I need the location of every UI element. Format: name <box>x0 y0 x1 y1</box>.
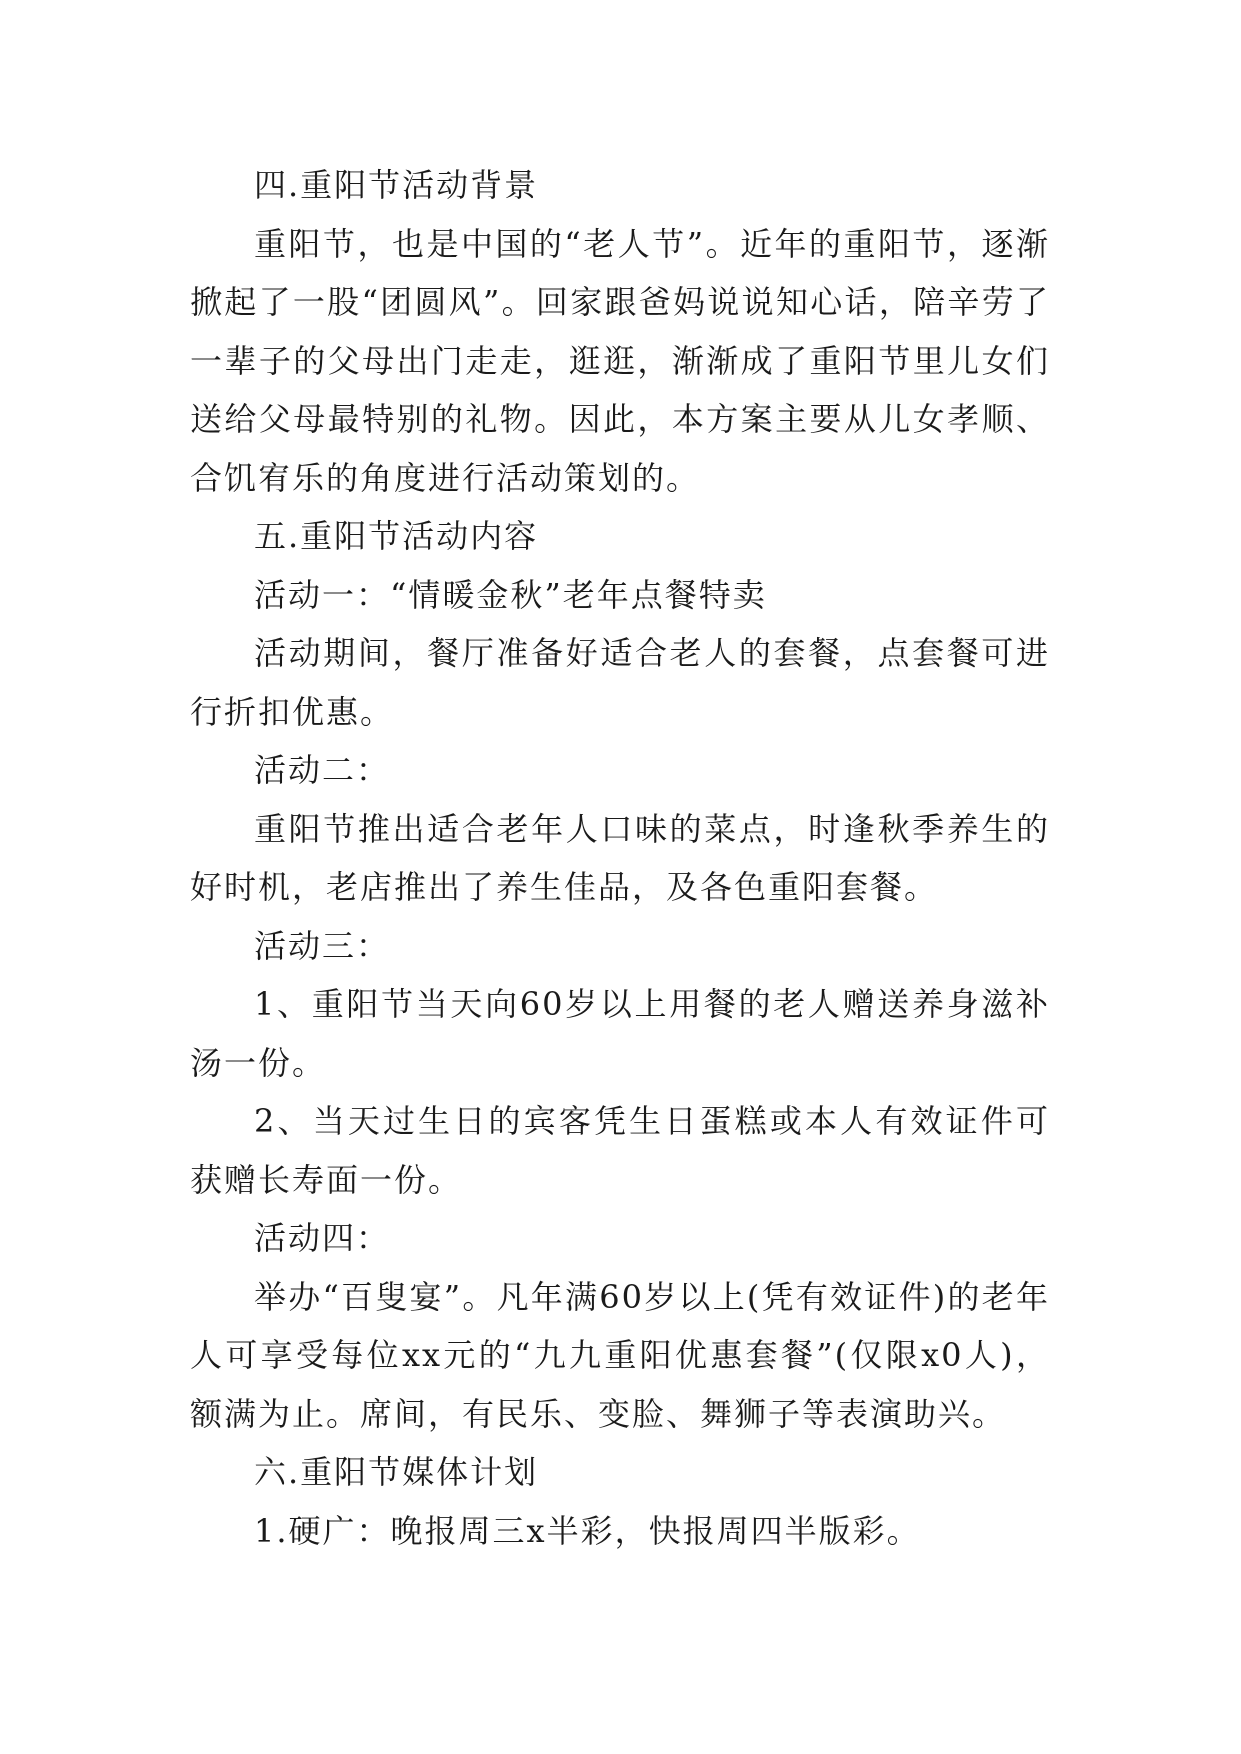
activity-three-item-1: 1、重阳节当天向60岁以上用餐的老人赠送养身滋补汤一份。 <box>190 985 1050 1082</box>
document-body <box>190 156 1050 1560</box>
section-heading-media: 六.重阳节媒体计划 <box>254 1453 539 1491</box>
activity-two-title: 活动二： <box>254 751 391 789</box>
activity-one-text: 活动期间，餐厅准备好适合老人的套餐，点套餐可进行折扣优惠。 <box>190 634 1050 731</box>
media-plan-item-1: 1.硬广：晚报周三x半彩，快报周四半版彩。 <box>254 1511 921 1550</box>
activity-two-text: 重阳节推出适合老年人口味的菜点，时逢秋季养生的好时机，老店推出了养生佳品，及各色重阳套餐。 <box>190 809 1050 906</box>
activity-three-item-2: 2、当天过生日的宾客凭生日蛋糕或本人有效证件可获赠长寿面一份。 <box>190 1102 1050 1199</box>
section-heading-content: 五.重阳节活动内容 <box>254 517 539 555</box>
activity-three-title: 活动三： <box>254 926 391 965</box>
activity-four-title: 活动四： <box>254 1219 391 1257</box>
paragraph-background: 重阳节，也是中国的“老人节”。近年的重阳节，逐渐掀起了一股“团圆风”。回家跟爸妈说说知心话，陪辛劳了一辈子的父母出门走走，逛逛，渐渐成了重阳节里儿女们送给父母最特别的礼物。因此，本方案主要从儿女孝顺、合饥宥乐的角度进行活动策划的。 <box>190 224 1050 497</box>
activity-four-text: 举办“百叟宴”。凡年满60岁以上(凭有效证件)的老年人可享受每位xx元的“九九重阳优惠套餐”(仅限x0人)，额满为止。席间，有民乐、变脸、舞狮子等表演助兴。 <box>190 1277 1050 1433</box>
section-heading-background: 四.重阳节活动背景 <box>254 166 539 204</box>
activity-one-title: 活动一：“情暖金秋”老年点餐特卖 <box>254 575 767 614</box>
